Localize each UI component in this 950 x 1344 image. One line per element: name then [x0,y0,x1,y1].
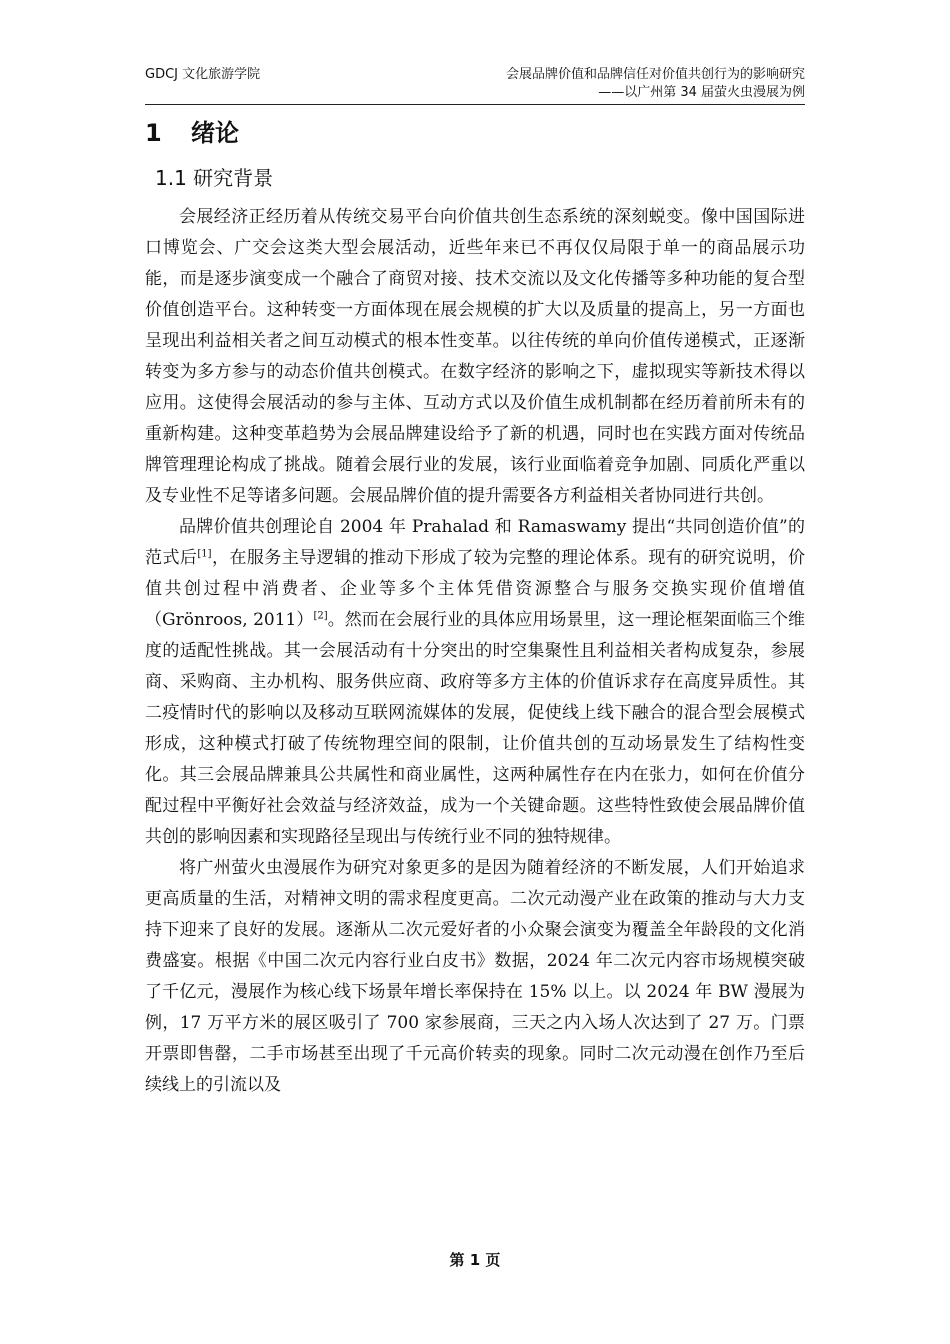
page-number: 第 1 页 [449,1251,501,1269]
header-thesis-title-block [506,66,805,102]
chapter-number: 1 [145,119,162,147]
paragraph-3: 将广州萤火虫漫展作为研究对象更多的是因为随着经济的不断发展，人们开始追求更高质量的生活，对精神文明的需求程度更高。二次元动漫产业在政策的推动与大力支持下迎来了良好的发展。逐渐从二次元爱好者的小众聚会演变为覆盖全年龄段的文化消费盛宴。根据《中国二次元内容行业白皮书》数据，2024 年二次元内容市场规模突破了千亿元，漫展作为核心线下场景年增长率保持在 15% 以上。以 2024 年 BW 漫展为例，17 万平方米的展区吸引了 700 家参展商，三天之内入场人次达到了 27 万。门票开票即售罄，二手市场甚至出现了千元高价转卖的现象。同时二次元动漫在创作乃至后续线上的引流以及 [145,858,805,1095]
header-institution: GDCJ 文化旅游学院 [145,67,261,82]
section-heading: 1.1 研究背景 [155,166,274,190]
paragraph-2 [145,512,805,853]
header-thesis-subtitle: ——以广州第 34 届萤火虫漫展为例 [598,85,805,100]
chapter-title: 绪论 [191,119,239,147]
header-thesis-title: 会展品牌价值和品牌信任对价值共创行为的影响研究 [505,67,805,82]
citation-2: [2] [313,610,328,622]
header-divider [145,104,805,105]
paragraph-2-text-a: 品牌价值共创理论自 2004 年 Prahalad 和 Ramaswamy 提出“共同创造价值”的范式后 [145,517,805,568]
chapter-heading [145,116,239,150]
paragraph-2-text-c: 。然而在会展行业的具体应用场景里，这一理论框架面临三个维度的适配性挑战。其一会展活动有十分突出的时空集聚性且利益相关者构成复杂，参展商、采购商、主办机构、服务供应商、政府等多方主体的价值诉求存在高度异质性。其二疫情时代的影响以及移动互联网流媒体的发展，促使线上线下融合的混合型会展模式形成，这种模式打破了传统物理空间的限制，让价值共创的互动场景发生了结构性变化。其三会展品牌兼具公共属性和商业属性，这两种属性存在内在张力，如何在价值分配过程中平衡好社会效益与经济效益，成为一个关键命题。这些特性致使会展品牌价值共创的影响因素和实现路径呈现出与传统行业不同的独特规律。 [145,610,805,847]
body-text [145,202,805,1101]
paragraph-2-text-b: ，在服务主导逻辑的推动下形成了较为完整的理论体系。现有的研究说明，价值共创过程中消费者、企业等多个主体凭借资源整合与服务交换实现价值增值（Grönroos, 2011） [145,548,806,630]
citation-1: [1] [197,548,212,560]
paragraph-1: 会展经济正经历着从传统交易平台向价值共创生态系统的深刻蜕变。像中国国际进口博览会、广交会这类大型会展活动，近些年来已不再仅仅局限于单一的商品展示功能，而是逐步演变成一个融合了商贸对接、技术交流以及文化传播等多种功能的复合型价值创造平台。这种转变一方面体现在展会规模的扩大以及质量的提高上，另一方面也呈现出利益相关者之间互动模式的根本性变革。以往传统的单向价值传递模式，正逐渐转变为多方参与的动态价值共创模式。在数字经济的影响之下，虚拟现实等新技术得以应用。这使得会展活动的参与主体、互动方式以及价值生成机制都在经历着前所未有的重新构建。这种变革趋势为会展品牌建设给予了新的机遇，同时也在实践方面对传统品牌管理理论构成了挑战。随着会展行业的发展，该行业面临着竞争加剧、同质化严重以及专业性不足等诸多问题。会展品牌价值的提升需要各方利益相关者协同进行共创。 [145,207,805,506]
